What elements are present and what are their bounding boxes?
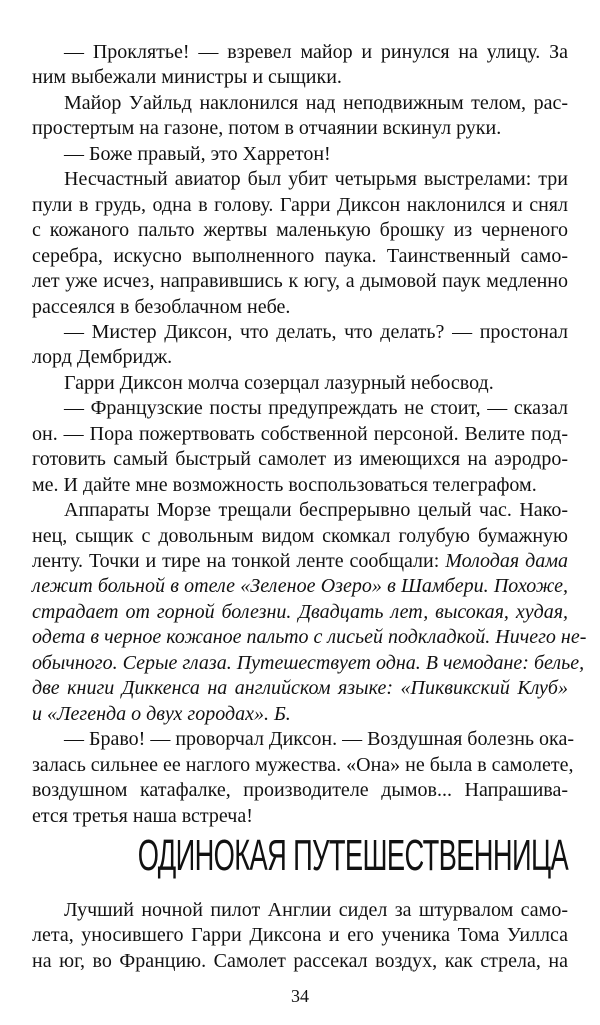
text-segment: ме. И дайте мне возможность воспользоваться телеграфом. — [32, 473, 537, 496]
text-line — [32, 141, 568, 167]
text-segment: — Боже правый, это Харретон! — [64, 142, 331, 165]
text-segment: рассеялся в безоблачном небе. — [32, 295, 291, 318]
text-line — [32, 726, 574, 752]
text-line — [32, 948, 568, 974]
text-segment: готовить самый быстрый самолет из имеющихся на аэродро- — [32, 448, 568, 471]
text-segment: — Французские посты предупреждать не стоит, — сказал — [64, 397, 568, 420]
text-segment: ним выбежали министры и сыщики. — [32, 66, 342, 89]
text-segment: он. — Пора пожертвовать собственной персоной. Велите под- — [32, 422, 568, 445]
text-segment: серебра, искусно выполненного паука. Таинственный само- — [32, 244, 568, 267]
text-line — [32, 897, 568, 923]
text-segment: Аппараты Морзе трещали беспрерывно целый час. Нако- — [64, 499, 568, 522]
text-segment: залась сильнее ее наглого мужества. «Она» не была в самолете, — [32, 753, 574, 776]
text-segment: лорд Дембридж. — [32, 346, 173, 369]
text-line — [32, 39, 568, 65]
text-segment: Гарри Диксон молча созерцал лазурный небосвод. — [64, 371, 494, 394]
text-line — [32, 192, 568, 218]
text-line — [32, 497, 568, 523]
text-line — [32, 166, 568, 192]
text-line — [32, 446, 568, 472]
italic-text: Молодая дама — [445, 550, 568, 572]
italic-text: страдает от горной болезни. Двадцать лет, высокая, худая, — [32, 600, 568, 623]
text-segment: Несчастный авиатор был убит четырьмя выстрелами: три — [64, 168, 568, 191]
text-line — [32, 395, 568, 421]
text-segment: Майор Уайльд наклонился над неподвижным телом, рас- — [64, 91, 568, 114]
italic-text: обычного. Серые глаза. Путешествует одна. В чемодане: белье, — [32, 651, 585, 674]
text-line — [32, 650, 585, 676]
text-segment: нец, сыщик с довольным видом скомкал голубую бумажную — [32, 524, 568, 547]
text-line — [32, 115, 568, 141]
text-line — [32, 573, 568, 599]
text-segment: ется третья наша встреча! — [32, 804, 253, 827]
text-line — [32, 472, 568, 498]
page-number: 34 — [291, 986, 309, 1006]
text-segment: ленту. Точки и тире на тонкой ленте сообщали: — [32, 550, 446, 572]
text-line — [32, 752, 574, 778]
text-segment: лет уже исчез, направившись к югу, а дымовой паук медленно — [32, 270, 568, 293]
text-line — [32, 319, 568, 345]
text-segment: простертым на газоне, потом в отчаянии вскинул руки. — [32, 117, 502, 140]
text-line — [32, 523, 568, 549]
text-line — [32, 624, 587, 650]
text-segment: пули в грудь, одна в голову. Гарри Диксон наклонился и снял — [32, 193, 568, 216]
text-line — [32, 268, 568, 294]
text-line — [32, 64, 568, 90]
text-segment: — Мистер Диксон, что делать, что делать? — простонал — [64, 320, 568, 343]
text-line — [32, 675, 568, 701]
text-line — [32, 243, 568, 269]
text-segment: — Проклятье! — взревел майор и ринулся на улицу. За — [64, 41, 568, 63]
text-segment: — Браво! — проворчал Диксон. — Воздушная болезнь ока- — [64, 728, 574, 751]
italic-text: одета в черное кожаное пальто с лисьей подкладкой. Ничего не- — [32, 626, 587, 649]
text-segment: Лучший ночной пилот Англии сидел за штурвалом само- — [64, 899, 568, 921]
text-line — [32, 294, 568, 320]
text-line — [32, 922, 568, 948]
text-segment: воздушном катафалке, производителе дымов... Напрашива- — [32, 779, 568, 802]
text-segment: с кожаного пальто жертвы маленькую брошку из черненого — [32, 219, 568, 242]
text-line — [32, 90, 568, 116]
text-line — [32, 421, 568, 447]
text-line — [32, 344, 568, 370]
text-line — [32, 217, 568, 243]
text-line — [32, 599, 568, 625]
text-line — [32, 777, 568, 803]
text-line — [32, 548, 568, 574]
text-line — [32, 701, 568, 727]
text-segment: лета, уносившего Гарри Диксона и его ученика Тома Уиллса — [32, 924, 568, 947]
text-line — [32, 803, 568, 829]
chapter-title: ОДИНОКАЯ ПУТЕШЕСТВЕННИЦА — [137, 831, 568, 880]
text-line — [32, 370, 568, 396]
text-segment: на юг, во Францию. Самолет рассекал воздух, как стрела, на — [32, 949, 568, 972]
italic-text: две книги Диккенса на английском языке: «Пиквикский Клуб» — [32, 677, 568, 700]
italic-text: и «Легенда о двух городах». Б. — [32, 702, 291, 725]
italic-text: лежит больной в отеле «Зеленое Озеро» в Шамбери. Похоже, — [32, 575, 568, 598]
